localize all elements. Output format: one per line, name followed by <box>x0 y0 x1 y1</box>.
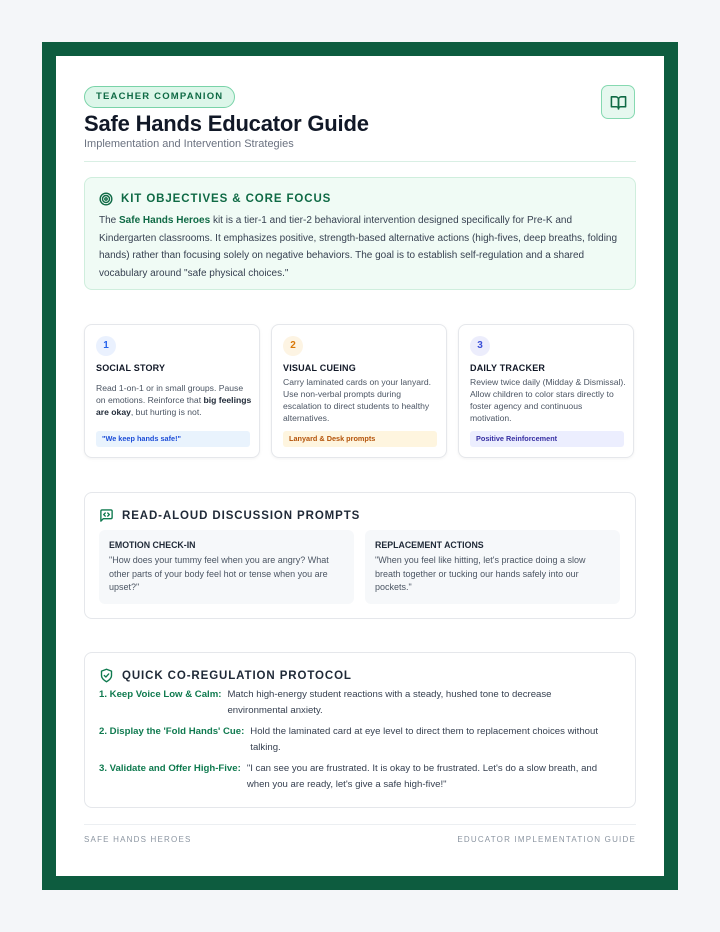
objectives-heading-text: KIT OBJECTIVES & CORE FOCUS <box>121 193 332 205</box>
protocol-step-text: Match high-energy student reactions with a steady, hushed tone to decrease environmental anxiety. <box>227 689 552 716</box>
objectives-text-rest: kit is a tier-1 and tier-2 behavioral intervention designed specifically for Pre-K and Kindergarten classrooms. It emphasizes positive, strength-based alternative actions (high-fives, deep breaths, folding hands) rather than focusing solely on negative behaviors. The goal is to establish self-regulation and a shared vocabulary around "safe physical choices." <box>99 215 618 279</box>
protocol-heading-text: QUICK CO-REGULATION PROTOCOL <box>122 669 352 682</box>
step-title: VISUAL CUEING <box>283 363 356 373</box>
objectives-heading <box>99 192 331 206</box>
protocol-heading <box>99 668 352 683</box>
step-body-start: Read 1-on-1 or in small groups. Pause on emotions. Reinforce that <box>96 383 244 405</box>
step-number: 2 <box>283 336 303 356</box>
header-divider <box>84 161 636 162</box>
target-icon <box>99 192 113 206</box>
prompt-text: "When you feel like hitting, let's practice doing a slow breath together or tucking our hands safely into our pockets." <box>375 555 586 592</box>
prompts-heading-text: READ-ALOUD DISCUSSION PROMPTS <box>122 509 361 522</box>
footer-divider <box>84 824 636 825</box>
prompt-card-replacement-actions <box>365 530 620 604</box>
step-body <box>96 382 252 418</box>
footer-left: SAFE HANDS HEROES <box>84 835 192 844</box>
protocol-step <box>99 724 620 756</box>
step-title: DAILY TRACKER <box>470 363 546 373</box>
prompt-text: "How does your tummy feel when you are angry? What other parts of your body feel hot or tense when you are upset?" <box>109 555 329 592</box>
objectives-text <box>99 212 619 282</box>
kit-name-highlight: Safe Hands Heroes <box>119 215 211 226</box>
step-card-visual-cueing <box>271 324 447 458</box>
prompt-card-emotion-check-in <box>99 530 354 604</box>
protocol-step <box>99 761 617 793</box>
protocol-step-text: "I can see you are frustrated. It is okay to be frustrated. Let's do a slow breath, and when you are ready, let's give a safe high-five!" <box>246 763 598 790</box>
guide-sheet <box>56 56 664 876</box>
teacher-companion-badge: TEACHER COMPANION <box>84 86 235 108</box>
objectives-panel <box>84 177 636 290</box>
protocol-step-text: Hold the laminated card at eye level to direct them to replacement choices without talking. <box>250 726 598 753</box>
step-body-end: , but hurting is not. <box>130 407 202 417</box>
step-tag: Positive Reinforcement <box>470 431 624 447</box>
protocol-step-label: 2. Display the 'Fold Hands' Cue: <box>99 726 245 737</box>
protocol-step-label: 3. Validate and Offer High-Five: <box>99 763 241 774</box>
co-regulation-protocol-panel <box>84 652 636 808</box>
shield-check-icon <box>99 668 114 683</box>
page-title: Safe Hands Educator Guide <box>84 111 369 136</box>
prompt-title: REPLACEMENT ACTIONS <box>375 540 484 550</box>
step-card-social-story <box>84 324 260 458</box>
prompt-title: EMOTION CHECK-IN <box>109 540 196 550</box>
step-number: 1 <box>96 336 116 356</box>
step-body: Review twice daily (Midday & Dismissal). Allow children to color stars directly to foster agency and continuous motivation. <box>470 377 626 423</box>
book-open-icon <box>610 94 627 111</box>
step-title: SOCIAL STORY <box>96 363 166 373</box>
step-card-daily-tracker <box>458 324 634 458</box>
step-tag: "We keep hands safe!" <box>96 431 250 447</box>
step-body-bold: big feelings are okay <box>96 395 252 417</box>
step-tag: Lanyard & Desk prompts <box>283 431 437 447</box>
protocol-step-label: 1. Keep Voice Low & Calm: <box>99 689 222 700</box>
step-body: Carry laminated cards on your lanyard. Use non-verbal prompts during escalation to direct students to healthy alternatives. <box>283 377 432 423</box>
page-frame <box>42 42 678 890</box>
step-number: 3 <box>470 336 490 356</box>
chat-code-icon <box>99 508 114 523</box>
footer-right: EDUCATOR IMPLEMENTATION GUIDE <box>457 835 636 844</box>
page-subtitle: Implementation and Intervention Strategies <box>84 138 294 150</box>
prompts-heading <box>99 508 360 523</box>
objectives-text-start: The <box>99 215 120 226</box>
discussion-prompts-panel <box>84 492 636 619</box>
book-button[interactable] <box>601 85 635 119</box>
protocol-step <box>99 687 607 719</box>
